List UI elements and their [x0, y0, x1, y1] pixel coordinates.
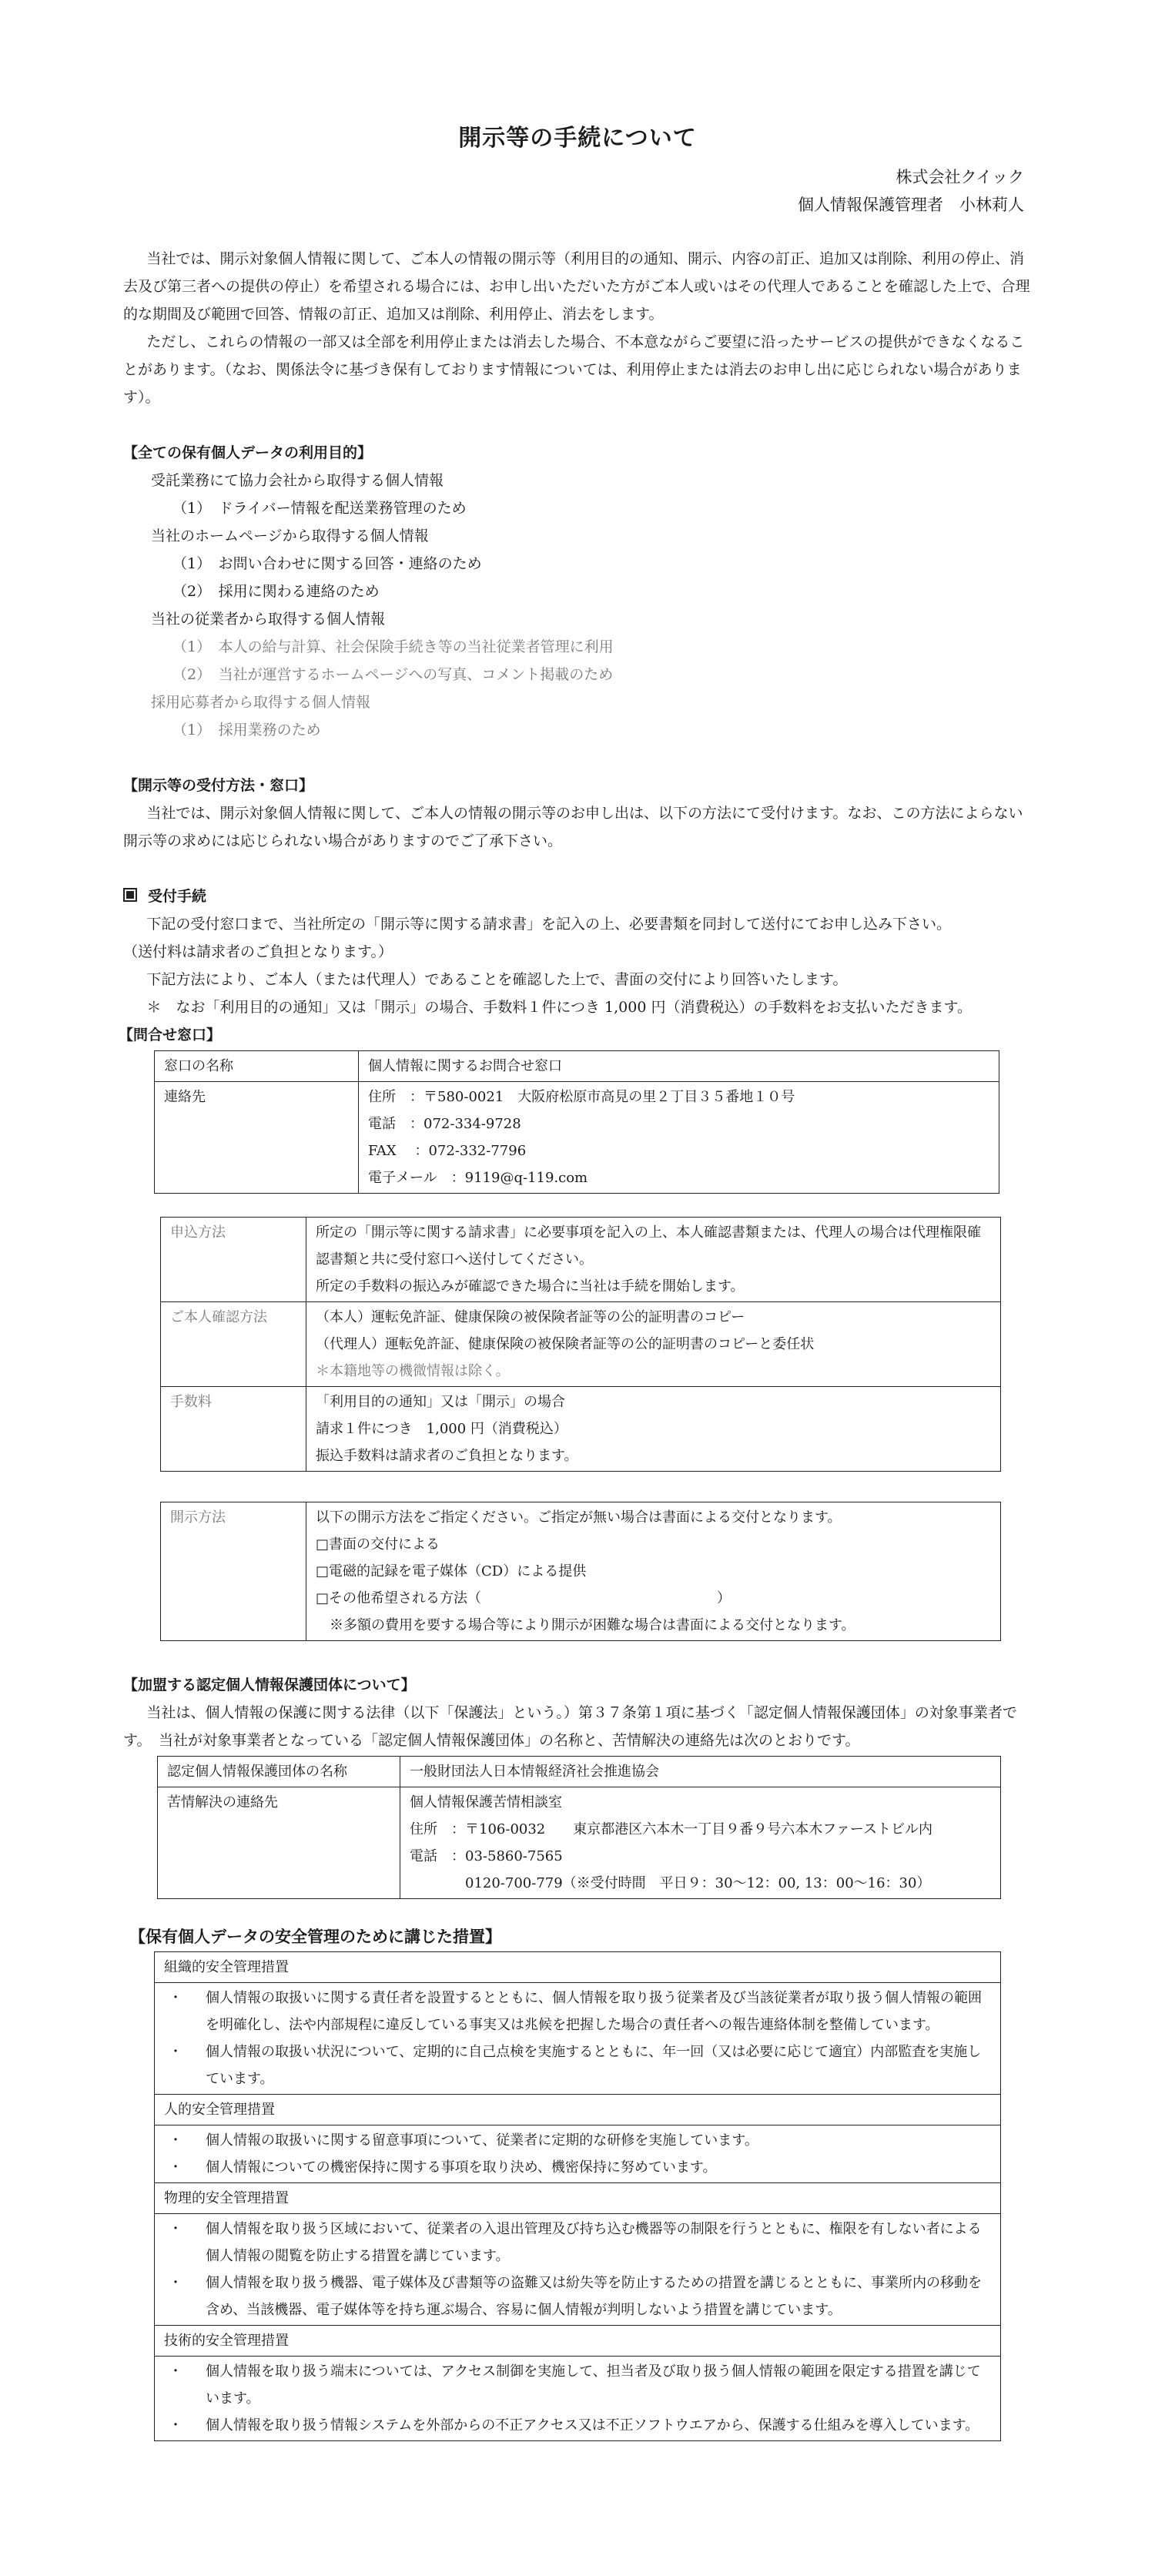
security-item-text: 個人情報の取扱いに関する留意事項について、従業者に定期的な研修を実施しています。	[206, 2132, 758, 2149]
method-label: 申込方法	[161, 1218, 306, 1302]
security-section-title: 技術的安全管理措置	[155, 2326, 1001, 2357]
organization-label: 認定個人情報保護団体の名称	[158, 1757, 400, 1787]
table-row	[161, 1502, 1001, 1641]
security-heading: 【保有個人データの安全管理のために講じた措置】	[129, 1928, 501, 1946]
method-table	[160, 1217, 1001, 1472]
organization-text: 当社は、個人情報の保護に関する法律（以下「保護法」という。）第３７条第１項に基づく「認定個人情報保護団体」の対象事業者です。 当社が対象事業者となっている「認定個人情報保護団体」の名称と、苦情解決の連絡先は次のとおりです。	[123, 1704, 1017, 1749]
organization-line: 住所 ：〒106-0032 東京都港区六本木一丁目９番９号六本木ファーストビル内	[410, 1821, 932, 1837]
method-line: （代理人）運転免許証、健康保険の被保険者証等の公的証明書のコピーと委任状	[316, 1336, 815, 1352]
method-line: （本人）運転免許証、健康保険の被保険者証等の公的証明書のコピー	[316, 1309, 745, 1325]
bullet-icon: ・	[169, 2044, 182, 2060]
organization-table	[157, 1756, 1001, 1899]
method-value	[306, 1387, 1001, 1472]
table-row	[161, 1302, 1001, 1387]
security-item-text: 個人情報を取り扱う端末については、アクセス制御を実施して、担当者及び取り扱う個人情報の範囲を限定する措置を講じています。	[206, 2363, 981, 2407]
organization-section	[123, 1671, 1032, 1754]
security-item-text: 個人情報の取扱いに関する責任者を設置するとともに、個人情報を取り扱う従業者及び当該従業者が取り扱う個人情報の範囲を明確化し、法や内部規程に違反している事実又は兆候を把握した場合の責任者への報告連絡体制を整備しています。	[206, 1990, 982, 2033]
disclosure-label: 開示方法	[161, 1502, 306, 1641]
security-item-text: 個人情報を取り扱う情報システムを外部からの不正アクセス又は不正ソフトウエアから、保護する仕組みを導入しています。	[206, 2417, 979, 2434]
organization-value: 一般財団法人日本情報経済社会推進協会	[400, 1757, 1001, 1787]
method-label: 手数料	[161, 1387, 306, 1472]
purpose-heading: 【全ての保有個人データの利用目的】	[123, 444, 373, 461]
security-items	[155, 1983, 1001, 2095]
disclosure-table	[160, 1502, 1001, 1641]
list-item	[164, 2038, 991, 2092]
procedure-line: （送付料は請求者のご負担となります。）	[123, 943, 393, 960]
organization-label: 苦情解決の連絡先	[158, 1787, 400, 1899]
table-row	[155, 2125, 1001, 2183]
disclosure-option: □その他希望される方法（ ）	[316, 1590, 732, 1606]
organization-line: 電話 ：03-5860-7565	[410, 1848, 563, 1864]
purpose-section	[123, 439, 1032, 744]
method-line: 「利用目的の通知」又は「開示」の場合	[316, 1394, 565, 1410]
list-item	[164, 2154, 991, 2181]
contact-phone: 電話 ：072-334-9728	[368, 1116, 521, 1132]
organization-line: 0120-700-779（※受付時間 平日９：30～12：00, 13：00～16：30）	[410, 1875, 931, 1891]
disclosure-option: □電磁的記録を電子媒体（CD）による提供	[316, 1563, 587, 1579]
disclosure-option: □書面の交付による	[316, 1536, 440, 1553]
method-line: 所定の手数料の振込みが確認できた場合に当社は手続を開始します。	[316, 1278, 745, 1295]
security-table	[154, 1951, 1001, 2441]
procedure-line: 下記の受付窓口まで、当社所定の「開示等に関する請求書」を記入の上、必要書類を同封して送付にてお申し込み下さい。	[146, 916, 952, 933]
security-items	[155, 2357, 1001, 2441]
contact-heading: 【問合せ窓口】	[119, 1027, 222, 1043]
contact-table	[154, 1050, 999, 1194]
table-row	[155, 1952, 1001, 1983]
contact-value: 個人情報に関するお問合せ窓口	[359, 1051, 999, 1082]
table-row	[155, 2214, 1001, 2326]
disclosure-value	[306, 1502, 1001, 1641]
security-items	[155, 2125, 1001, 2183]
table-row	[155, 2183, 1001, 2214]
contact-email: 電子メール ：9119@q-119.com	[368, 1170, 588, 1186]
procedure-heading	[123, 883, 1032, 910]
method-line: 所定の「開示等に関する請求書」に必要事項を記入の上、本人確認書類または、代理人の場合は代理権限確認書類と共に受付窓口へ送付してください。	[316, 1224, 981, 1268]
procedure-heading-label: 受付手続	[148, 888, 207, 905]
security-section-title: 物理的安全管理措置	[155, 2183, 1001, 2214]
purpose-group-title: 受託業務にて協力会社から取得する個人情報	[151, 472, 444, 489]
method-value	[306, 1218, 1001, 1302]
bullet-icon: ・	[169, 2417, 182, 2434]
intro-paragraph-2: ただし、これらの情報の一部又は全部を利用停止または消去した場合、不本意ながらご要望に沿ったサービスの提供ができなくなることがあります。（なお、関係法令に基づき保有しております情報については、利用停止または消去のお申し出に応じられない場合があります）。	[123, 333, 1025, 406]
reception-text: 当社では、開示対象個人情報に関して、ご本人の情報の開示等のお申し出は、以下の方法にて受付けます。なお、この方法によらない開示等の求めには応じられない場合がありますのでご了承下さい。	[123, 805, 1023, 849]
table-row	[158, 1757, 1001, 1787]
security-item-text: 個人情報を取り扱う機器、電子媒体及び書類等の盗難又は紛失等を防止するための措置を講じるとともに、事業所内の移動を含め、当該機器、電子媒体等を持ち運ぶ場合、容易に個人情報が判明しないよう措置を講じています。	[206, 2275, 982, 2318]
method-line: ＊本籍地等の機微情報は除く。	[316, 1363, 510, 1379]
table-row	[155, 2357, 1001, 2441]
purpose-item: （1） 採用業務のため	[172, 722, 321, 739]
bullet-icon: ・	[169, 1990, 182, 2006]
bullet-icon: ・	[169, 2132, 182, 2149]
method-label: ご本人確認方法	[161, 1302, 306, 1387]
table-row	[158, 1787, 1001, 1899]
list-item	[164, 2127, 991, 2154]
table-row	[161, 1218, 1001, 1302]
list-item	[164, 2216, 991, 2269]
purpose-group-title: 採用応募者から取得する個人情報	[151, 694, 371, 711]
reception-section	[123, 772, 1032, 855]
purpose-item: （2） 採用に関わる連絡のため	[172, 583, 380, 600]
disclosure-note: ※多額の費用を要する場合等により開示が困難な場合は書面による交付となります。	[316, 1617, 855, 1633]
procedure-line: 下記方法により、ご本人（または代理人）であることを確認した上で、書面の交付により回答いたします。	[146, 971, 848, 988]
procedure-section	[119, 883, 1032, 1049]
table-row	[155, 1082, 999, 1194]
security-items	[155, 2214, 1001, 2326]
list-item	[164, 2358, 991, 2412]
intro-section	[123, 245, 1032, 411]
organization-line: 個人情報保護苦情相談室	[410, 1794, 562, 1811]
bullet-icon: ・	[169, 2275, 182, 2291]
security-section-title: 組織的安全管理措置	[155, 1952, 1001, 1983]
contact-label: 窓口の名称	[155, 1051, 359, 1082]
contact-address: 住所 ：〒580-0021 大阪府松原市高見の里２丁目３５番地１０号	[368, 1089, 795, 1105]
bullet-icon: ・	[169, 2363, 182, 2380]
procedure-line: ＊ なお「利用目的の通知」又は「開示」の場合、手数料１件につき 1,000 円（消費税込）の手数料をお支払いただきます。	[146, 999, 972, 1016]
purpose-item: （1） ドライバー情報を配送業務管理のため	[172, 500, 467, 517]
purpose-group-title: 当社の従業者から取得する個人情報	[151, 611, 386, 628]
contact-label: 連絡先	[155, 1082, 359, 1194]
purpose-item: （1） お問い合わせに関する回答・連絡のため	[172, 555, 482, 572]
contact-fax: FAX ：072-332-7796	[368, 1143, 527, 1159]
reception-heading: 【開示等の受付方法・窓口】	[123, 777, 314, 794]
security-item-text: 個人情報についての機密保持に関する事項を取り決め、機密保持に努めています。	[206, 2159, 717, 2176]
table-row	[155, 2095, 1001, 2125]
page-title: 開示等の手続について	[458, 125, 697, 152]
list-item	[164, 1985, 991, 2038]
table-row	[155, 1983, 1001, 2095]
purpose-item: （2） 当社が運営するホームページへの写真、コメント掲載のため	[172, 666, 614, 683]
company-block	[798, 163, 1024, 219]
bullet-icon: ・	[169, 2159, 182, 2176]
security-section	[129, 1923, 1038, 1951]
method-line: 振込手数料は請求者のご負担となります。	[316, 1448, 578, 1464]
contact-value	[359, 1082, 999, 1194]
privacy-manager: 個人情報保護管理者 小林莉人	[798, 196, 1024, 214]
security-item-text: 個人情報を取り扱う区域において、従業者の入退出管理及び持ち込む機器等の制限を行うとともに、権限を有しない者による個人情報の閲覧を防止する措置を講じています。	[206, 2221, 982, 2264]
method-line: 請求１件につき 1,000 円（消費税込）	[316, 1421, 567, 1437]
disclosure-line: 以下の開示方法をご指定ください。ご指定が無い場合は書面による交付となります。	[316, 1509, 842, 1526]
checkbox-square-icon	[123, 888, 137, 902]
purpose-item: （1） 本人の給与計算、社会保険手続き等の当社従業者管理に利用	[172, 638, 614, 655]
list-item	[164, 2412, 991, 2439]
table-row	[161, 1387, 1001, 1472]
purpose-group-title: 当社のホームページから取得する個人情報	[151, 528, 429, 544]
table-row	[155, 2326, 1001, 2357]
company-name: 株式会社クイック	[896, 168, 1024, 186]
table-row	[155, 1051, 999, 1082]
security-item-text: 個人情報の取扱い状況について、定期的に自己点検を実施するとともに、年一回（又は必要に応じて適宜）内部監査を実施しています。	[206, 2044, 982, 2087]
intro-paragraph-1: 当社では、開示対象個人情報に関して、ご本人の情報の開示等（利用目的の通知、開示、内容の訂正、追加又は削除、利用の停止、消去及び第三者への提供の停止）を希望される場合には、お申し出いただいた方がご本人或いはその代理人であることを確認した上で、合理的な期間及び範囲で回答、情報の訂正、追加又は削除、利用停止、消去をします。	[123, 250, 1030, 323]
security-section-title: 人的安全管理措置	[155, 2095, 1001, 2125]
organization-value	[400, 1787, 1001, 1899]
method-value	[306, 1302, 1001, 1387]
list-item	[164, 2269, 991, 2323]
organization-heading: 【加盟する認定個人情報保護団体について】	[123, 1677, 416, 1693]
bullet-icon: ・	[169, 2221, 182, 2237]
